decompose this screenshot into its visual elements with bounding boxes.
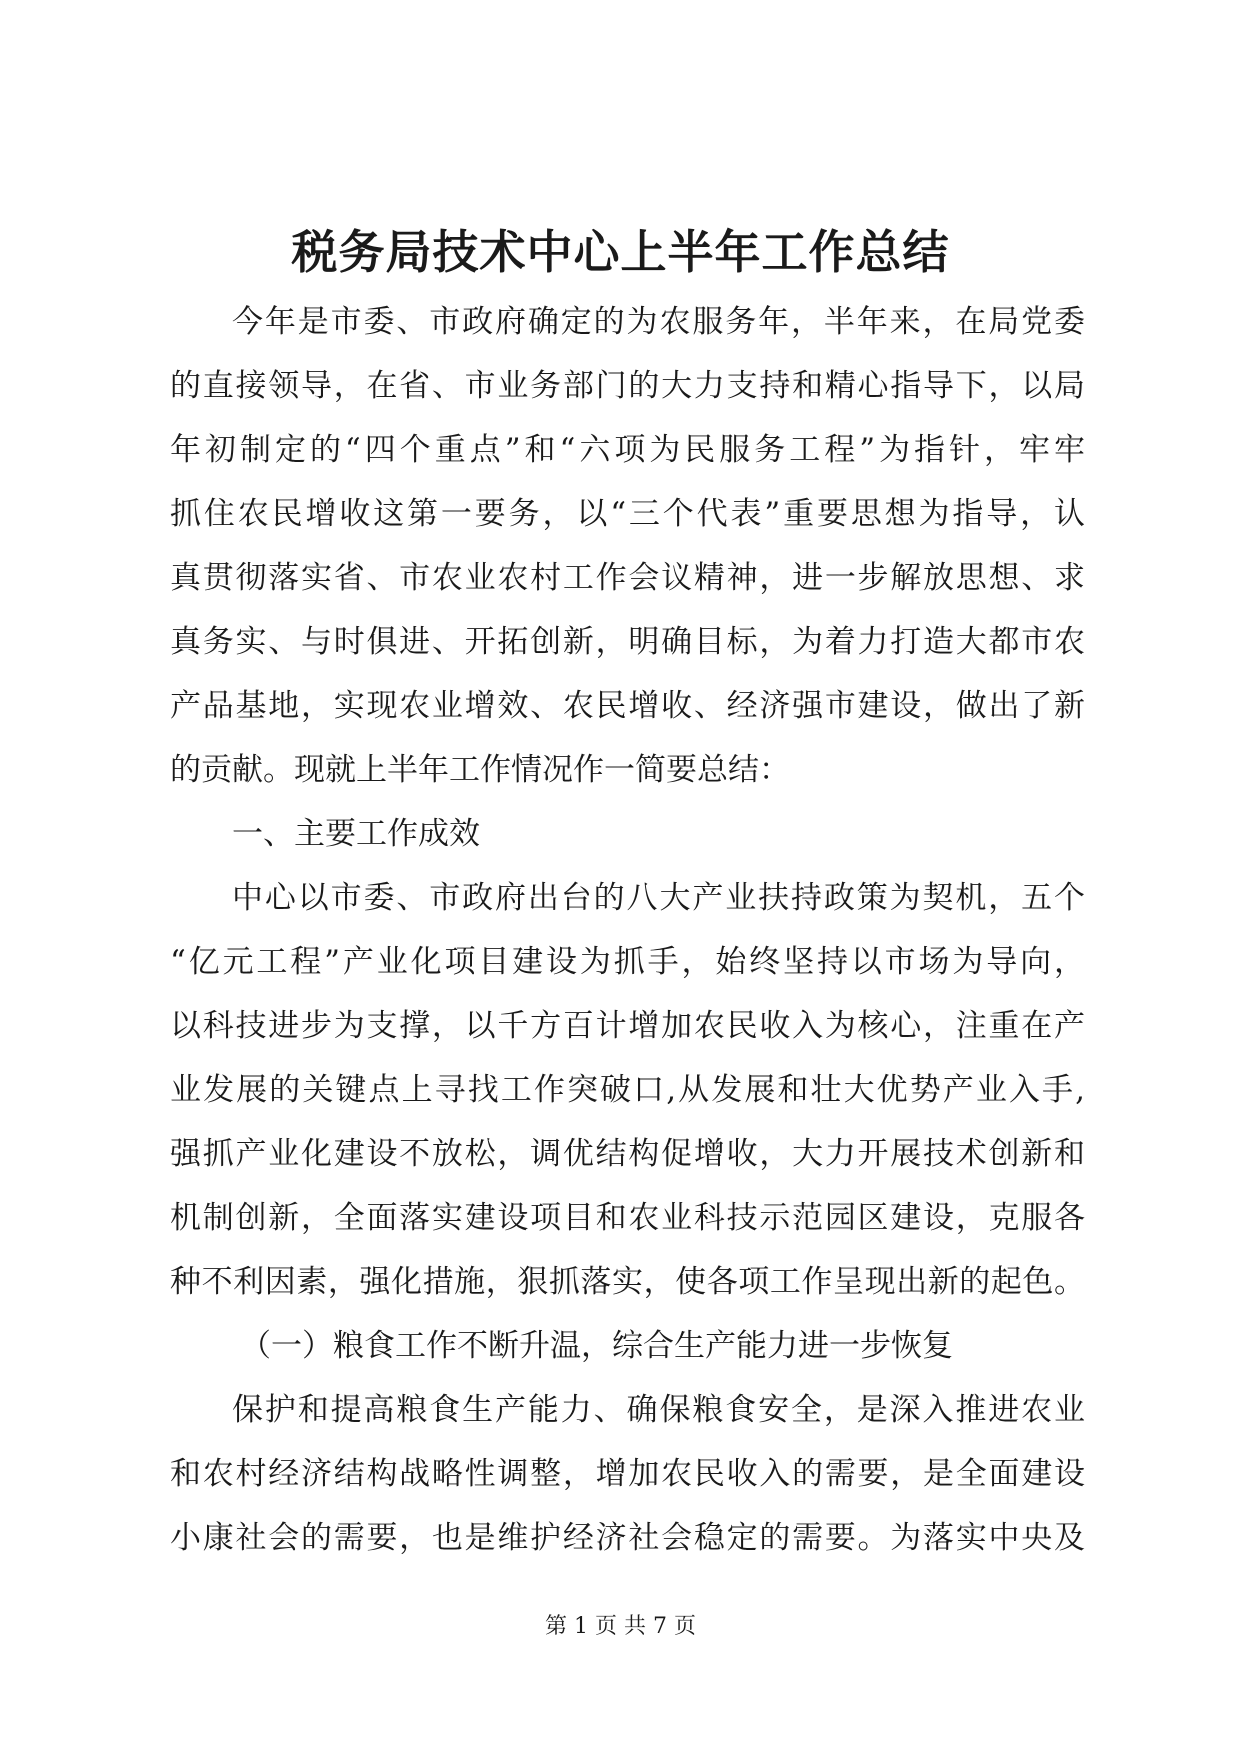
body-line: 中心以市委、市政府出台的八大产业扶持政策为契机，五个 xyxy=(232,880,1085,916)
document-body xyxy=(170,290,1085,1570)
body-line: 小康社会的需要，也是维护经济社会稳定的需要。为落实中央及 xyxy=(170,1520,1085,1556)
body-line: 今年是市委、市政府确定的为农服务年，半年来，在局党委 xyxy=(232,304,1085,340)
body-line: 和农村经济结构战略性调整，增加农民收入的需要，是全面建设 xyxy=(170,1456,1085,1492)
body-line: 强抓产业化建设不放松，调优结构促增收，大力开展技术创新和 xyxy=(170,1136,1085,1172)
body-line: 真贯彻落实省、市农业农村工作会议精神，进一步解放思想、求 xyxy=(170,560,1085,596)
body-line: 业发展的关键点上寻找工作突破口,从发展和壮大优势产业入手, xyxy=(170,1072,1085,1108)
body-line: 以科技进步为支撑，以千方百计增加农民收入为核心，注重在产 xyxy=(170,1008,1085,1044)
body-line: 真务实、与时俱进、开拓创新，明确目标，为着力打造大都市农 xyxy=(170,624,1085,660)
body-line: “亿元工程”产业化项目建设为抓手，始终坚持以市场为导向， xyxy=(170,944,1085,980)
body-line: 保护和提高粮食生产能力、确保粮食安全，是深入推进农业 xyxy=(232,1392,1085,1428)
body-line: 抓住农民增收这第一要务，以“三个代表”重要思想为指导，认 xyxy=(170,496,1085,532)
body-line: 的直接领导，在省、市业务部门的大力支持和精心指导下，以局 xyxy=(170,368,1085,404)
subsection-heading: （一）粮食工作不断升温，综合生产能力进一步恢复 xyxy=(240,1328,953,1364)
document-title: 税务局技术中心上半年工作总结 xyxy=(291,225,950,279)
body-line: 年初制定的“四个重点”和“六项为民服务工程”为指针，牢牢 xyxy=(170,432,1085,468)
body-line: 机制创新，全面落实建设项目和农业科技示范园区建设，克服各 xyxy=(170,1200,1085,1236)
body-line: 的贡献。现就上半年工作情况作一简要总结： xyxy=(170,752,790,788)
body-line: 产品基地，实现农业增效、农民增收、经济强市建设，做出了新 xyxy=(170,688,1085,724)
page-footer: 第 1 页 共 7 页 xyxy=(545,1614,696,1639)
section-heading: 一、主要工作成效 xyxy=(232,816,480,852)
body-line: 种不利因素，强化措施，狠抓落实，使各项工作呈现出新的起色。 xyxy=(170,1264,1085,1300)
